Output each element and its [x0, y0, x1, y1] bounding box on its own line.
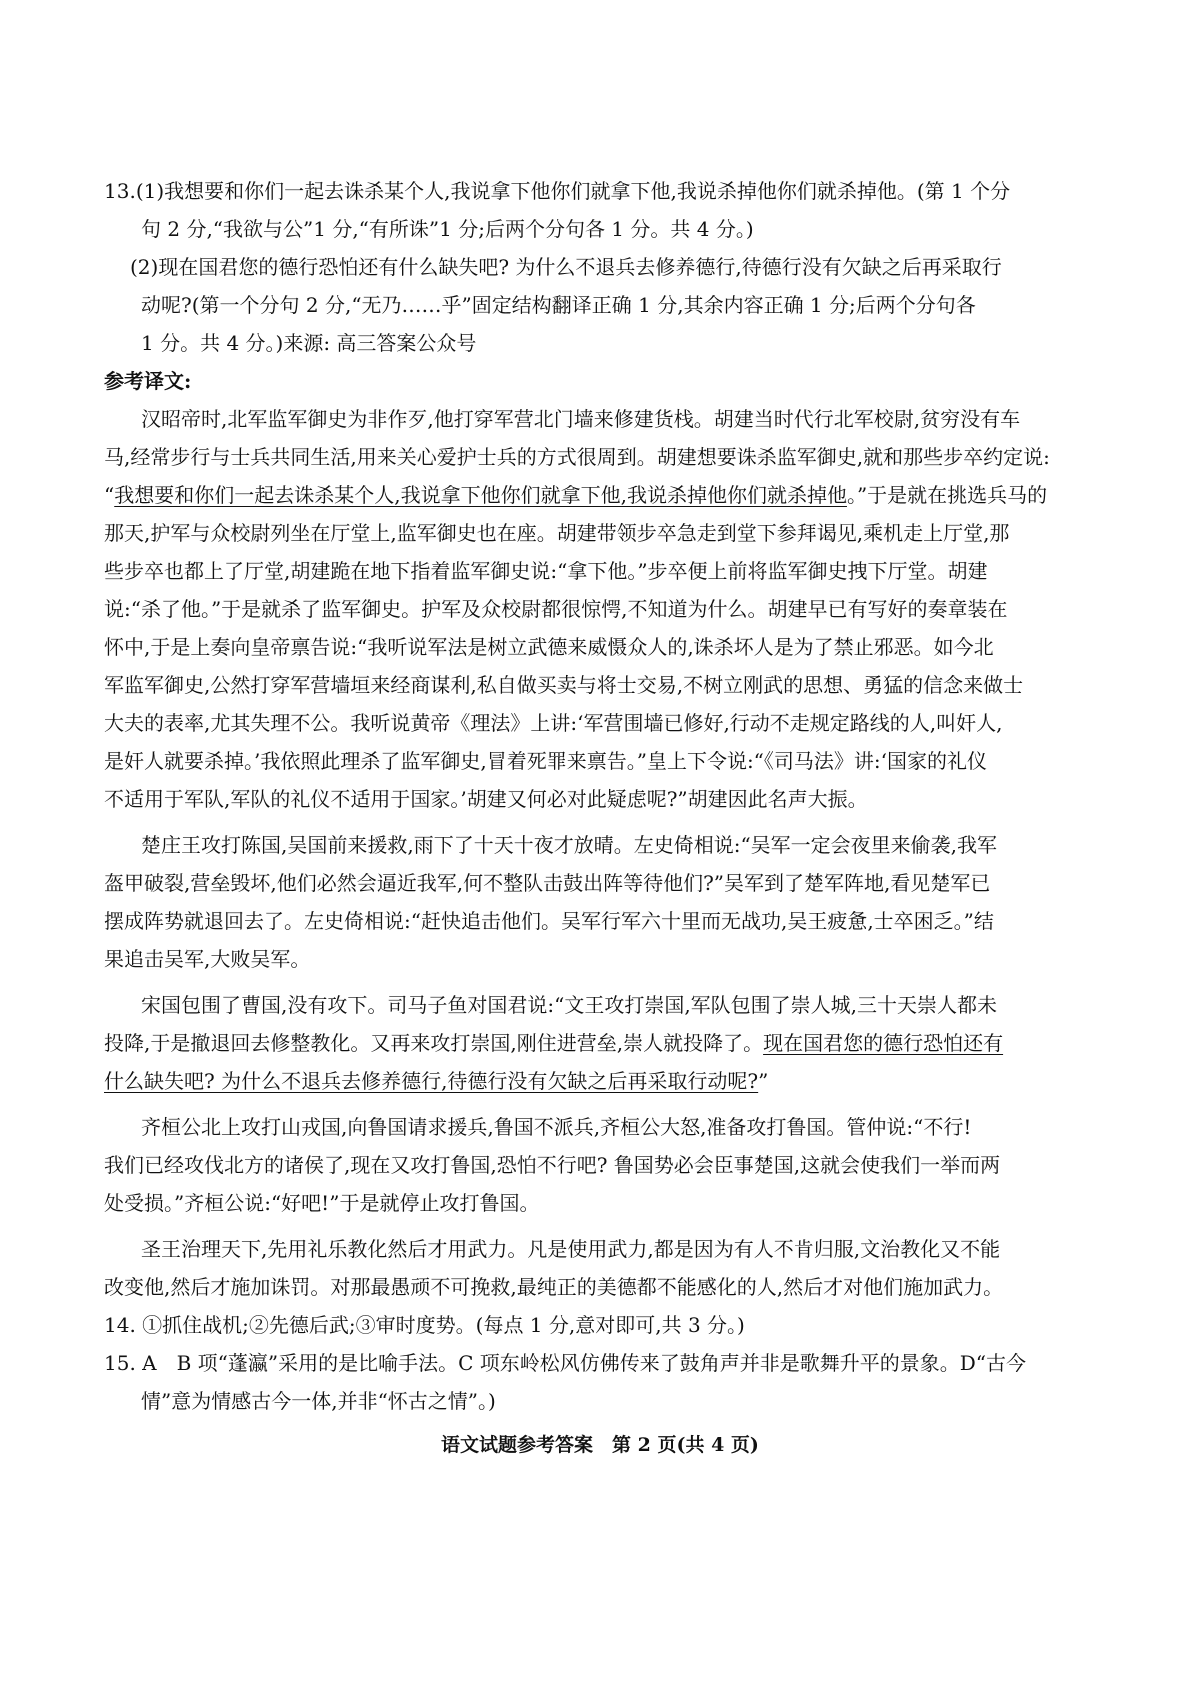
q13-part1-text: (1)我想要和你们一起去诛杀某个人,我说拿下他你们就拿下他,我说杀掉他你们就杀掉他。(第 1 个分 — [135, 179, 1011, 203]
q13-part2-line3: 1 分。共 4 分。)来源: 高三答案公众号 — [141, 331, 477, 355]
translation-line: 宋国包围了曹国,没有攻下。司马子鱼对国君说:“文王攻打崇国,军队包围了崇人城,三十天崇人都未 — [141, 993, 998, 1017]
q13-part1-line1 — [104, 178, 1010, 204]
translation-line — [104, 1068, 768, 1094]
q13-part1-line2: 句 2 分,“我欲与公”1 分,“有所诛”1 分;后两个分句各 1 分。共 4 分。) — [141, 217, 754, 241]
underlined-key-sentence: 我想要和你们一起去诛杀某个人,我说拿下他你们就拿下他,我说杀掉他你们就杀掉他 — [114, 483, 847, 507]
translation-line: 些步卒也都上了厅堂,胡建跪在地下指着监军御史说:“拿下他。”步卒便上前将监军御史拽下厅堂。胡建 — [104, 559, 988, 583]
translation-line: 怀中,于是上奏向皇帝禀告说:“我听说军法是树立武德来威慑众人的,诛杀坏人是为了禁止邪恶。如今北 — [104, 635, 994, 659]
translation-text: 。”于是就在挑选兵马的 — [846, 483, 1048, 507]
open-quote: “ — [104, 483, 115, 507]
translation-line — [104, 1030, 1003, 1056]
translation-line: 圣王治理天下,先用礼乐教化然后才用武力。凡是使用武力,都是因为有人不肯归服,文治教化又不能 — [141, 1237, 1001, 1261]
translation-line: 大夫的表率,尤其失理不公。我听说黄帝《理法》上讲:‘军营围墙已修好,行动不走规定路线的人,叫奸人, — [104, 711, 1003, 735]
q14-answer: 14. ①抓住战机;②先德后武;③审时度势。(每点 1 分,意对即可,共 3 分。) — [104, 1313, 745, 1337]
q13-part2-line1: (2)现在国君您的德行恐怕还有什么缺失吧? 为什么不退兵去修养德行,待德行没有欠缺之后再采取行 — [130, 255, 1002, 279]
translation-line: 汉昭帝时,北军监军御史为非作歹,他打穿军营北门墙来修建货栈。胡建当时代行北军校尉,贫穷没有车 — [141, 407, 1021, 431]
translation-line: 军监军御史,公然打穿军营墙垣来经商谋利,私自做买卖与将士交易,不树立刚武的思想、勇猛的信念来做士 — [104, 673, 1024, 697]
translation-line: 楚庄王攻打陈国,吴国前来援救,雨下了十天十夜才放晴。左史倚相说:“吴军一定会夜里来偷袭,我军 — [141, 833, 998, 857]
translation-line — [104, 482, 1047, 508]
translation-line: 盔甲破裂,营垒毁坏,他们必然会逼近我军,何不整队击鼓出阵等待他们?”吴军到了楚军阵地,看见楚军已 — [104, 871, 991, 895]
translation-line: 摆成阵势就退回去了。左史倚相说:“赶快追击他们。吴军行军六十里而无战功,吴王疲惫,士卒困乏。”结 — [104, 909, 994, 933]
translation-line: 齐桓公北上攻打山戎国,向鲁国请求援兵,鲁国不派兵,齐桓公大怒,准备攻打鲁国。管仲说:“不行! — [141, 1115, 972, 1139]
translation-line: 我们已经攻伐北方的诸侯了,现在又攻打鲁国,恐怕不行吧? 鲁国势必会臣事楚国,这就会使我们一举而两 — [104, 1153, 1001, 1177]
translation-line: 果追击吴军,大败吴军。 — [104, 947, 311, 971]
q13-number: 13. — [104, 179, 136, 203]
translation-line: 不适用于军队,军队的礼仪不适用于国家。’胡建又何必对此疑虑呢?”胡建因此名声大振。 — [104, 787, 868, 811]
q15-answer-line1: 15. A B 项“蓬瀛”采用的是比喻手法。C 项东岭松风仿佛传来了鼓角声并非是歌舞升平的景象。D“古今 — [104, 1351, 1027, 1375]
translation-line: 那天,护军与众校尉列坐在厅堂上,监军御史也在座。胡建带领步卒急走到堂下参拜谒见,乘机走上厅堂,那 — [104, 521, 1010, 545]
translation-heading: 参考译文: — [104, 369, 192, 393]
translation-text: 投降,于是撤退回去修整教化。又再来攻打崇国,刚住进营垒,崇人就投降了。 — [104, 1031, 764, 1055]
translation-line: 处受损。”齐桓公说:“好吧!”于是就停止攻打鲁国。 — [104, 1191, 540, 1215]
translation-line: 改变他,然后才施加诛罚。对那最愚顽不可挽救,最纯正的美德都不能感化的人,然后才对他们施加武力。 — [104, 1275, 1004, 1299]
translation-line: 是奸人就要杀掉。’我依照此理杀了监军御史,冒着死罪来禀告。”皇上下令说:“《司马法》讲:‘国家的礼仪 — [104, 749, 987, 773]
close-quote: ” — [758, 1069, 769, 1093]
page-footer: 语文试题参考答案 第 2 页(共 4 页) — [441, 1434, 759, 1456]
translation-line: 说:“杀了他。”于是就杀了监军御史。护军及众校尉都很惊愕,不知道为什么。胡建早已有写好的奏章装在 — [104, 597, 1008, 621]
q15-answer-line2: 情”意为情感古今一体,并非“怀古之情”。) — [141, 1389, 496, 1413]
translation-line: 马,经常步行与士兵共同生活,用来关心爱护士兵的方式很周到。胡建想要诛杀监军御史,就和那些步卒约定说: — [104, 445, 1050, 469]
underlined-key-sentence: 现在国君您的德行恐怕还有 — [763, 1031, 1004, 1055]
q13-part2-line2: 动呢?(第一个分句 2 分,“无乃……乎”固定结构翻译正确 1 分,其余内容正确 1 分;后两个分句各 — [141, 293, 976, 317]
underlined-key-sentence: 什么缺失吧? 为什么不退兵去修养德行,待德行没有欠缺之后再采取行动呢? — [104, 1069, 759, 1093]
